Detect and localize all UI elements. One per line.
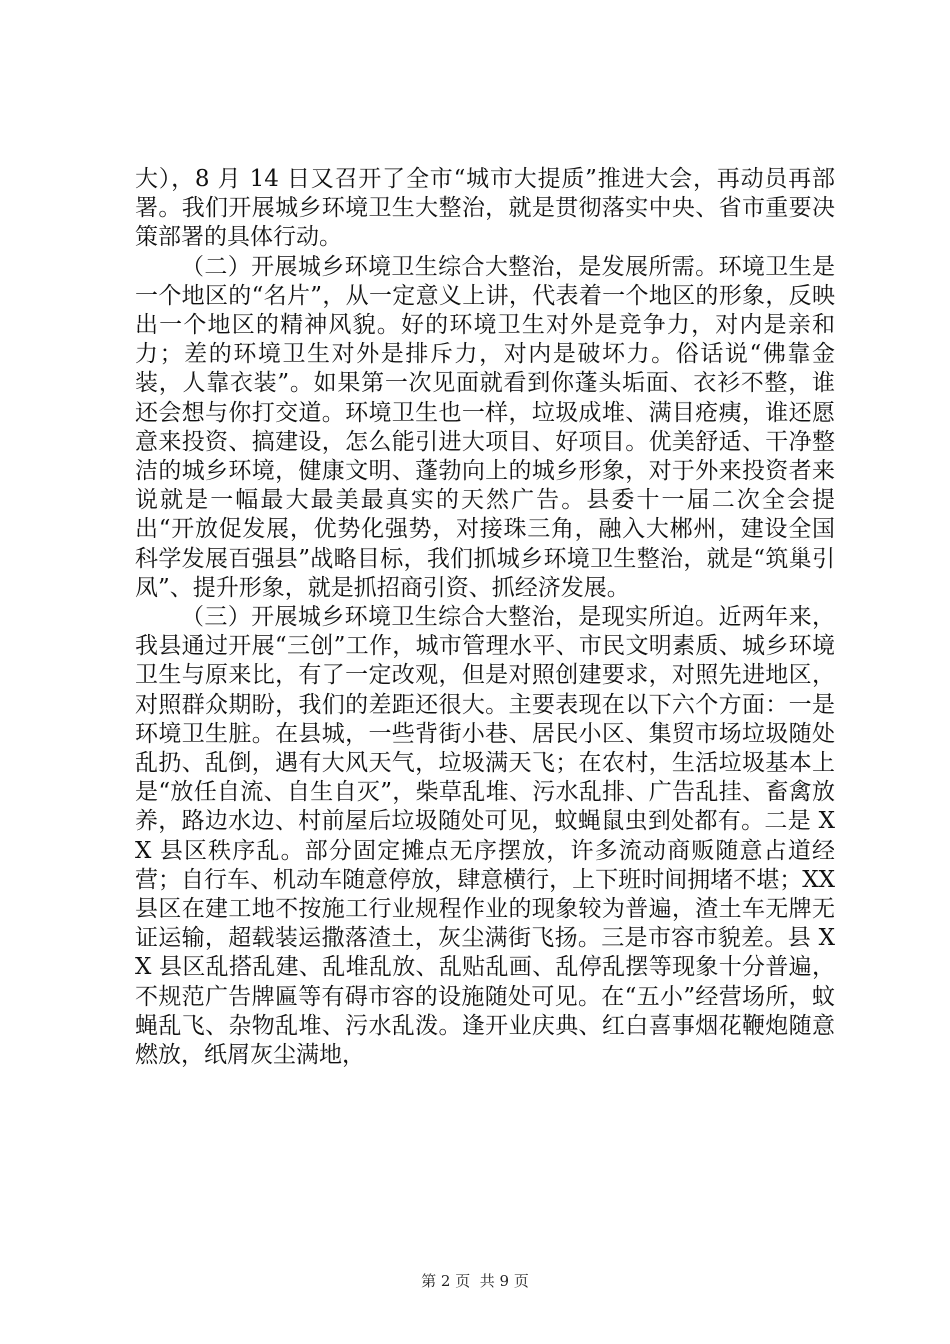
paragraph-section-three: （三）开展城乡环境卫生综合大整治，是现实所迫。近两年来，我县通过开展“三创”工作，城市管理水平、市民文明素质、城乡环境卫生与原来比，有了一定改观，但是对照创建要求，对照先进地区，对照群众期盼，我们的差距还很大。主要表现在以下六个方面：一是环境卫生脏。在县城，一些背街小巷、居民小区、集贸市场垃圾随处乱扔、乱倒，遇有大风天气，垃圾满天飞；在农村，生活垃圾基本上是“放任自流、自生自灭”，柴草乱堆、污水乱排、广告乱挂、畜禽放养，路边水边、村前屋后垃圾随处可见，蚊蝇鼠虫到处都有。二是 XX 县区秩序乱。部分固定摊点无序摆放，许多流动商贩随意占道经营；自行车、机动车随意停放，肆意横行，上下班时间拥堵不堪；XX 县区在建工地不按施工行业规程作业的现象较为普遍，渣土车无牌无证运输，超载装运撒落渣土，灰尘满街飞扬。三是市容市貌差。县 XX 县区乱搭乱建、乱堆乱放、乱贴乱画、乱停乱摆等现象十分普遍，不规范广告牌匾等有碍市容的设施随处可见。在“五小”经营场所，蚊蝇乱飞、杂物乱堆、污水乱泼。逢开业庆典、红白喜事烟花鞭炮随意燃放，纸屑灰尘满地， — [135, 604, 835, 1069]
document-body — [135, 165, 835, 1070]
paragraph-section-two: （二）开展城乡环境卫生综合大整治，是发展所需。环境卫生是一个地区的“名片”，从一定意义上讲，代表着一个地区的形象，反映出一个地区的精神风貌。好的环境卫生对外是竞争力，对内是亲和力；差的环境卫生对外是排斥力，对内是破坏力。俗话说“佛靠金装，人靠衣装”。如果第一次见面就看到你蓬头垢面、衣衫不整，谁还会想与你打交道。环境卫生也一样，垃圾成堆、满目疮痍，谁还愿意来投资、搞建设，怎么能引进大项目、好项目。优美舒适、干净整洁的城乡环境，健康文明、蓬勃向上的城乡形象，对于外来投资者来说就是一幅最大最美最真实的天然广告。县委十一届二次全会提出“开放促发展，优势化强势，对接珠三角，融入大郴州，建设全国科学发展百强县”战略目标，我们抓城乡环境卫生整治，就是“筑巢引凤”、提升形象，就是抓招商引资、抓经济发展。 — [135, 253, 835, 601]
page-footer: 第 2 页 共 9 页 — [421, 1272, 529, 1290]
paragraph-continuation: 大），8 月 14 日又召开了全市“城市大提质”推进大会，再动员再部署。我们开展城乡环境卫生大整治，就是贯彻落实中央、省市重要决策部署的具体行动。 — [135, 166, 835, 251]
